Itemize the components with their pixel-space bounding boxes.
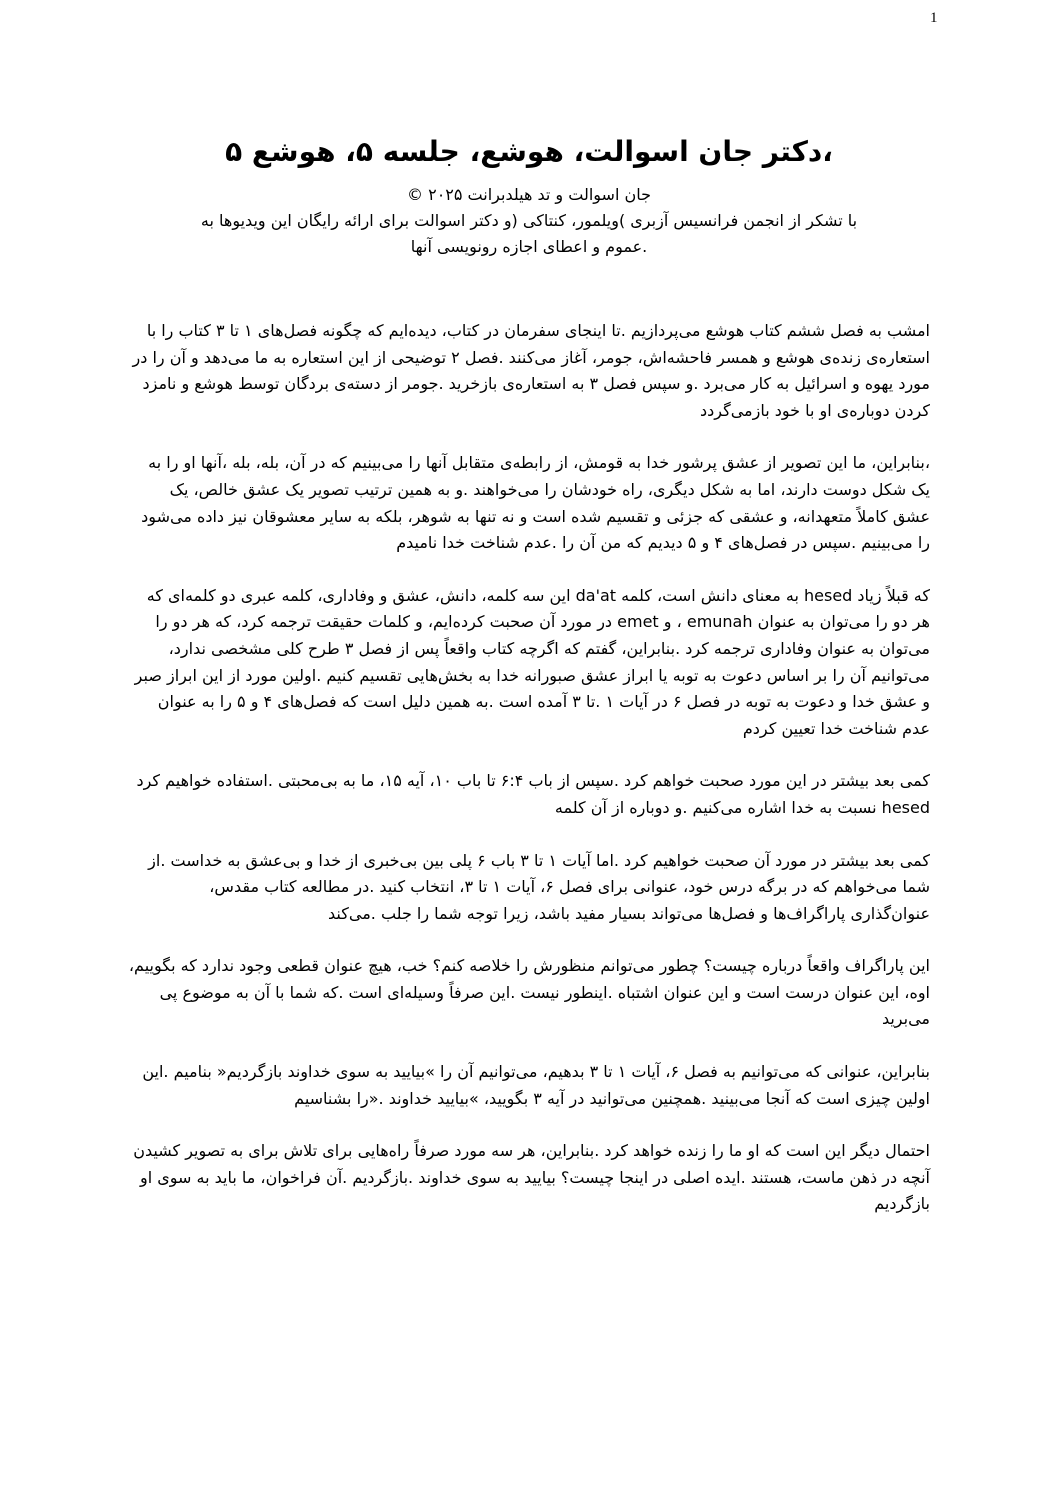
page-number: 1 [930, 10, 938, 26]
acknowledgement-line-2: .عموم و اعطای اجازه رونویسی آنها [410, 237, 648, 256]
paragraph-5: کمی بعد بیشتر در مورد آن صحبت خواهیم کرد .اما آیات ۱ تا ۳ باب ۶ پلی بین بی‌خبری از خدا و بی‌عشق به خداست .از شما می‌خواهم که در برگه درس خود، عنوانی برای فصل ۶، آیات ۱ تا ۳، انتخاب کنید .در مطالعه کتاب مقدس، عنوان‌گذاری پاراگراف‌ها و فصل‌ها می‌تواند بسیار مفید باشد، زیرا توجه شما را جلب .می‌کند [148, 850, 930, 923]
paragraph-7: بنابراین، عنوانی که می‌توانیم به فصل ۶، آیات ۱ تا ۳ بدهیم، می‌توانیم آن را »بیایید به سوی خداوند بازگردیم« بنامیم .این اولین چیزی است که آنجا می‌بینید .همچنین می‌توانید در آیه ۳ بگویید، »بیایید خداوند .«را بشناسیم [142, 1062, 930, 1108]
paragraph-6: این پاراگراف واقعاً درباره چیست؟ چطور می‌توانم منظورش را خلاصه کنم؟ خب، هیچ عنوان قطعی وجود ندارد که بگوییم، اوه، این عنوان درست است و این عنوان اشتباه .اینطور نیست .این صرفاً وسیله‌ای است .که شما با آن به موضوع پی می‌برید [128, 956, 930, 1029]
acknowledgement-line-1: با تشکر از انجمن فرانسیس آزبری )ویلمور، کنتاکی (و دکتر اسوالت برای ارائه رایگان این ویدیوها به [200, 211, 858, 230]
paragraph-8: احتمال دیگر این است که او ما را زنده خواهد کرد .بنابراین، هر سه مورد صرفاً راه‌هایی برای تلاش برای به تصویر کشیدن آنچه در ذهن ماست، هستند .ایده اصلی در اینجا چیست؟ بیایید به سوی خداوند .بازگردیم .آن فراخوان، ما باید به سوی او بازگردیم [133, 1141, 930, 1214]
document-header [128, 132, 930, 260]
paragraph-1: امشب به فصل ششم کتاب هوشع می‌پردازیم .تا اینجای سفرمان در کتاب، دیده‌ایم که چگونه فصل‌های ۱ تا ۳ کتاب را با استعاره‌ی زنده‌ی هوشع و همسر فاحشه‌اش، جومر، آغاز می‌کنند .فصل ۲ توضیحی از این استعاره به ما می‌دهد و آن را در مورد یهوه و اسرائیل به کار می‌برد .و سپس فصل ۳ به استعاره‌ی بازخرید .جومر از دسته‌ی بردگان توسط هوشع و نامزد کردن دوباره‌ی او با خود بازمی‌گردد [132, 321, 930, 420]
document-body [128, 318, 930, 1244]
paragraph-2: ،بنابراین، ما این تصویر از عشق پرشور خدا به قومش، از رابطه‌ی متقابل آنها را می‌بینیم که در آن، بله، بله ،آنها او را به یک شکل دوست دارند، اما به شکل دیگری، راه خودشان را می‌خواهند .و به همین ترتیب تصویر یک عشق خالص، یک عشق کاملاً متعهدانه، و عشقی که جزئی و تقسیم شده است و نه تنها به شوهر، بلکه به سایر معشوقان نیز داده می‌شود را می‌بینیم .سپس در فصل‌های ۴ و ۵ دیدیم که من آن را .عدم شناخت خدا نامیدم [141, 453, 930, 553]
paragraph-3: که قبلاً زیاد hesed به معنای دانش است، کلمه da'at این سه کلمه، دانش، عشق و وفاداری، کلمه عبری دو کلمه‌ای که هر دو را می‌توان به عنوان emunah ، و emet در مورد آن صحبت کرده‌ایم، و کلمات حقیقت ترجمه کرد، که هر دو را می‌توان به عنوان وفاداری ترجمه کرد .بنابراین، گفتم که اگرچه کتاب واقعاً پس از فصل ۳ طرح کلی مشخصی ندارد، می‌توانیم آن را بر اساس دعوت به توبه یا ابراز عشق صبورانه خدا به بخش‌هایی تقسیم کنیم .اولین مورد از این ابراز صبر و عشق خدا و دعوت به توبه در فصل ۶ در آیات ۱ .تا ۳ آمده است .به همین دلیل است که فصل‌های ۴ و ۵ را به عنوان عدم شناخت خدا تعیین کردم [134, 585, 930, 738]
copyright-line: جان اسوالت و تد هیلدبرانت ۲۰۲۵ © [407, 185, 651, 204]
paragraph-4: کمی بعد بیشتر در این مورد صحبت خواهم کرد .سپس از باب ۶:۴ تا باب ۱۰، آیه ۱۵، ما به بی‌محبتی .استفاده خواهیم کرد hesed نسبت به خدا اشاره می‌کنیم .و دوباره از آن کلمه [136, 771, 930, 817]
document-title: ،دکتر جان اسوالت، هوشع، جلسه ۵، هوشع ۵ [225, 135, 833, 168]
